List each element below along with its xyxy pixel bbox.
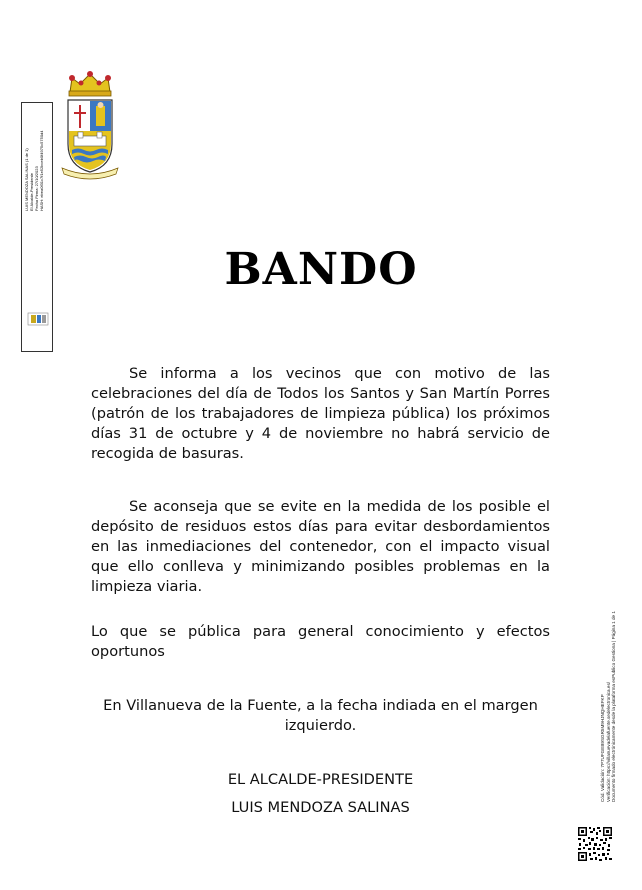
margin-note-line: Cód. Validación: 7P7UFGEB9SGR5M9HJNQHEFKP xyxy=(600,694,605,802)
notice-paragraph: Se informa a los vecinos que con motivo de las celebraciones del día de Todos los Santos y San Martín Porres (patrón de los trabajadores de limpieza pública) los próximos días 31 de octubre y 4 de noviembre no habrá servicio de recogida de basuras. xyxy=(91,365,550,462)
verification-qr-code[interactable] xyxy=(577,826,613,862)
margin-note-line: Verificación: https://villanuevadelafuente.sedelectronica.es/ xyxy=(605,681,611,802)
municipal-coat-of-arms xyxy=(58,68,122,180)
signatory-name: LUIS MENDOZA SALINAS xyxy=(231,799,410,816)
mini-coat-of-arms-icon xyxy=(27,311,49,327)
electronic-signature-stamp xyxy=(21,102,53,352)
place-date-paragraph: En Villanueva de la Fuente, a la fecha indiada en el margen izquierdo. xyxy=(103,697,538,734)
verification-margin-note xyxy=(600,611,617,802)
advice-paragraph: Se aconseja que se evite en la medida de los posible el depósito de residuos estos días para evitar desbordamientos en las inmediaciones del contenedor, con el impacto visual que ello conlleva y minimizando posibles problemas en la limpieza viaria. xyxy=(91,498,550,595)
signatory-role: EL ALCALDE-PRESIDENTE xyxy=(227,771,414,788)
signature-stamp-text xyxy=(24,130,44,211)
signature-stamp-line: HASH: ebea0f31c7f1e52bceb0f4975c5750d4 xyxy=(39,130,44,211)
document-title: BANDO xyxy=(224,244,418,295)
signature-stamp-line: El Alcalde-Presidente xyxy=(29,172,34,211)
signature-stamp-line: Fecha Firma: 27/10/2023 xyxy=(34,166,39,211)
signature-stamp-line: LUIS MENDOZA SALINAS (1 de 1) xyxy=(24,148,29,211)
publication-paragraph: Lo que se pública para general conocimiento y efectos oportunos xyxy=(91,623,550,660)
margin-note-line: Documento firmado electrónicamente desde la plataforma esPublico Gestiona | Página 1 de 1 xyxy=(611,611,617,802)
